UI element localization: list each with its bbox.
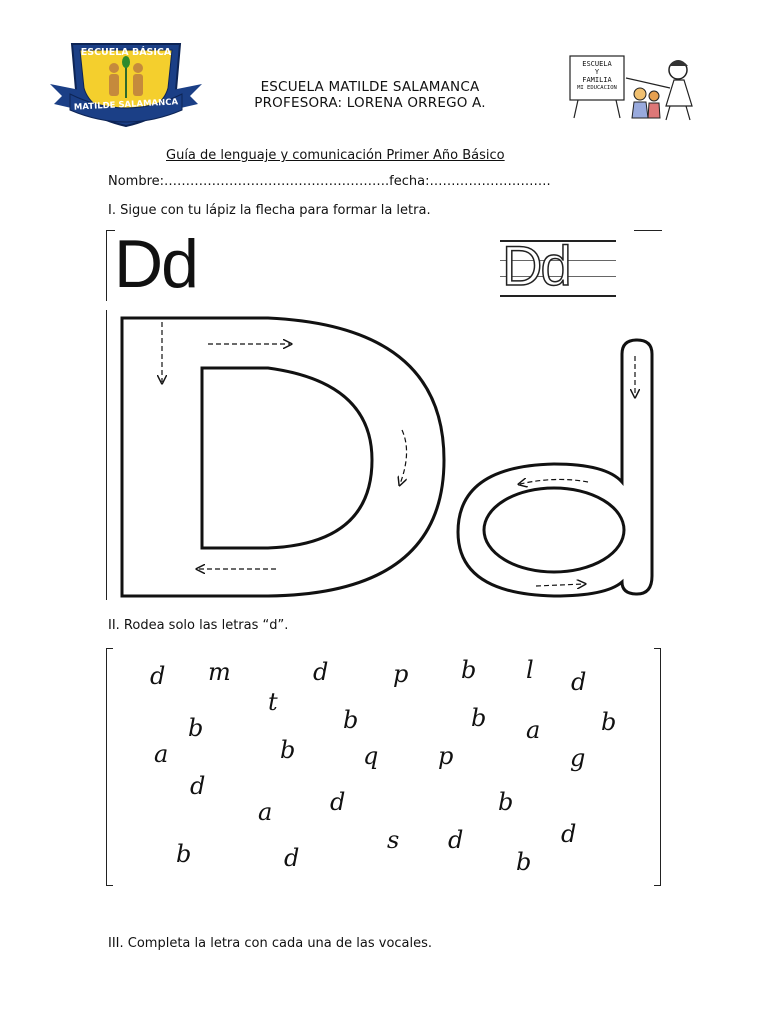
logo-bottom-text: MATILDE SALAMANCA [73, 97, 179, 113]
letter-item[interactable]: p [438, 742, 454, 770]
board-line: Y [594, 68, 600, 76]
board-line: FAMILIA [582, 76, 612, 84]
letter-item[interactable]: d [190, 772, 206, 800]
letter-item[interactable]: t [268, 688, 278, 716]
letter-item[interactable]: b [471, 704, 487, 732]
letter-item[interactable]: b [601, 708, 617, 736]
letter-item[interactable]: d [313, 658, 329, 686]
letter-item[interactable]: d [561, 820, 577, 848]
letter-item[interactable]: a [258, 798, 273, 826]
guide-title: Guía de lenguaje y comunicación Primer Año Básico [166, 148, 505, 163]
arrow-left-inner [520, 479, 588, 484]
section3-instruction: III. Completa la letra con cada una de las vocales. [108, 936, 433, 951]
letter-item[interactable]: d [330, 788, 346, 816]
school-name: ESCUELA MATILDE SALAMANCA [260, 79, 480, 95]
letter-item[interactable]: d [150, 662, 166, 690]
teacher-name: PROFESORA: LORENA ORREGO A. [254, 95, 486, 111]
letter-item[interactable]: l [526, 656, 534, 684]
board-line: MI EDUCACION [577, 85, 617, 91]
dotted-dd-letters: Dd [502, 234, 570, 297]
letter-item[interactable]: a [154, 740, 169, 768]
letter-item[interactable]: m [208, 658, 231, 686]
letter-item[interactable]: g [570, 744, 586, 772]
letters-box-left-bracket [106, 648, 113, 886]
letter-item[interactable]: b [516, 848, 532, 876]
section1-instruction: I. Sigue con tu lápiz la flecha para formar la letra. [108, 203, 431, 218]
letter-item[interactable]: a [526, 716, 541, 744]
letter-item[interactable]: b [280, 736, 296, 764]
board-line: ESCUELA [582, 60, 612, 68]
letter-item[interactable]: d [448, 826, 464, 854]
small-dd-letters: Dd [114, 226, 197, 302]
letter-item[interactable]: b [343, 706, 359, 734]
letters-box-right-bracket [654, 648, 661, 886]
arrow-curve-right [400, 430, 407, 484]
letter-item[interactable]: q [363, 742, 379, 770]
letter-item[interactable]: d [571, 668, 587, 696]
section2-instruction: II. Rodea solo las letras “d”. [108, 618, 289, 633]
letter-item[interactable]: p [393, 660, 409, 688]
letter-item[interactable]: b [498, 788, 514, 816]
letter-item[interactable]: b [176, 840, 192, 868]
letter-item[interactable]: s [387, 826, 400, 854]
letter-item[interactable]: b [461, 656, 477, 684]
name-date-line: Nombre:…………………………………………….fecha:………………………. [108, 174, 551, 189]
letter-item[interactable]: d [284, 844, 300, 872]
logo-top-text: ESCUELA BÁSICA [80, 47, 172, 58]
arrow-right-inner [536, 584, 584, 586]
letter-item[interactable]: b [188, 714, 204, 742]
